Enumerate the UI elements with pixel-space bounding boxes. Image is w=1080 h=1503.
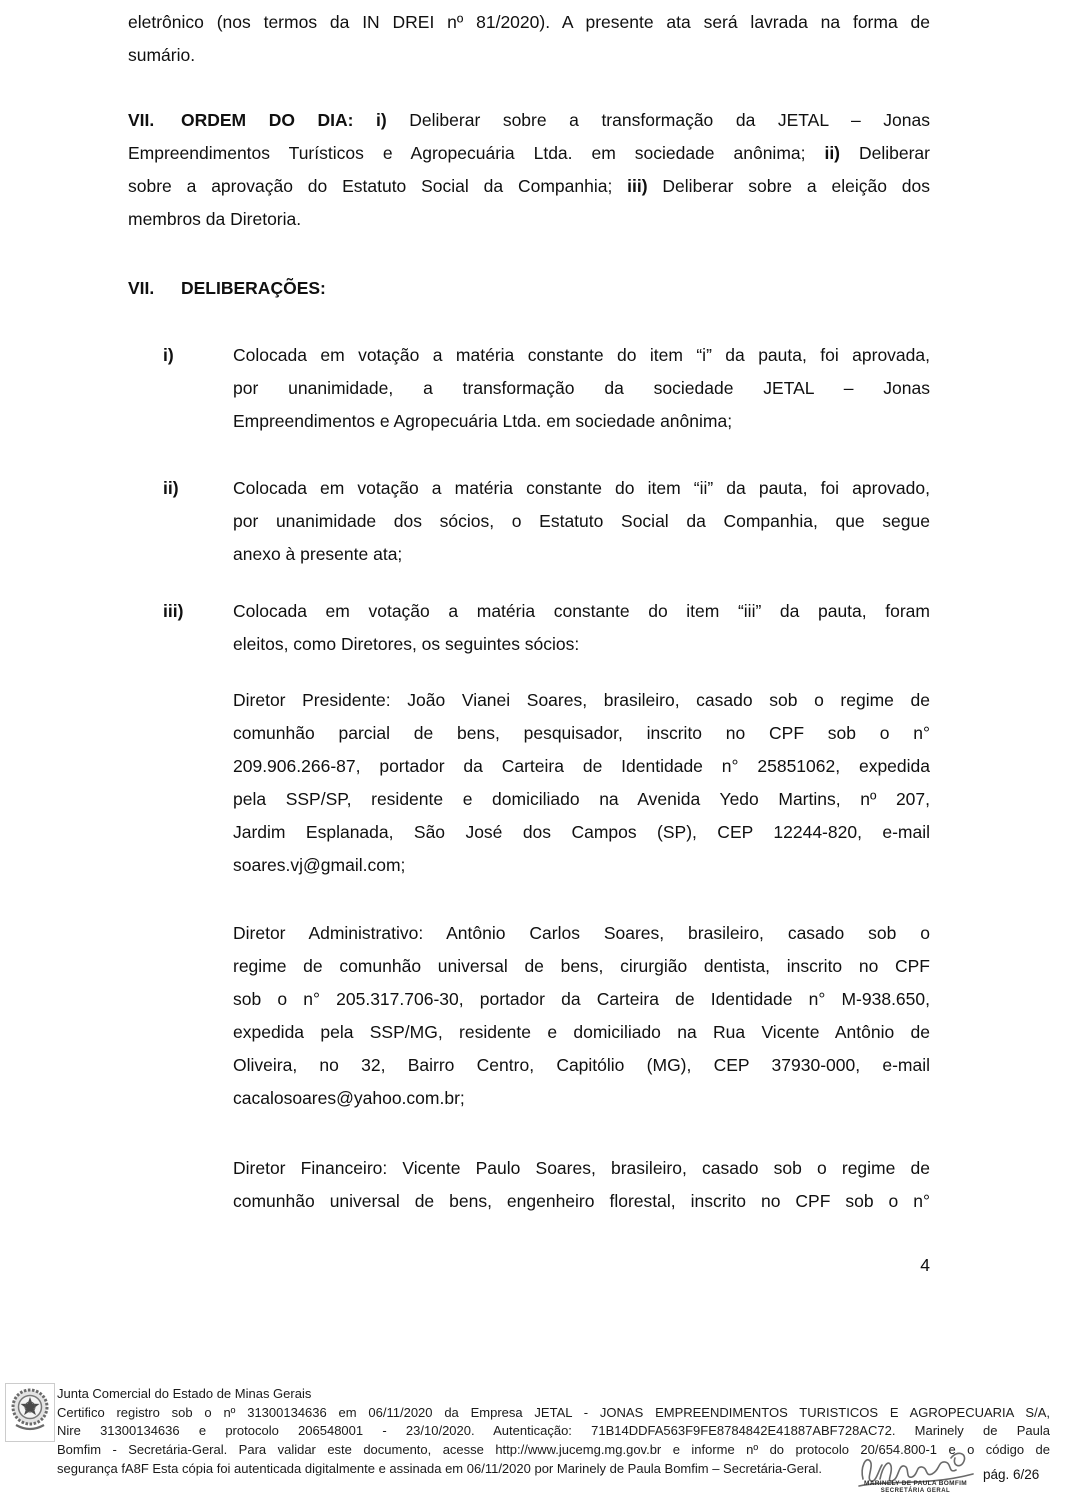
- text-line: Empreendimentos Turísticos e Agropecuária Ltda. em sociedade anônima; ii) Deliberar: [128, 143, 930, 163]
- text-line: cacalosoares@yahoo.com.br;: [233, 1088, 465, 1108]
- page-indicator: pág. 6/26: [983, 1467, 1040, 1482]
- text-line: Nire 31300134636 e protocolo 206548001 - 23/10/2020. Autenticação: 71B14DDFA563F9FE8784842E41887ABF728AC72. Marinely de Paula: [57, 1423, 1050, 1439]
- text-line: membros da Diretoria.: [128, 209, 302, 229]
- text-line: comunhão parcial de bens, pesquisador, inscrito no CPF sob o n°: [233, 723, 930, 743]
- item-text: [233, 595, 930, 661]
- text-line: sobre a aprovação do Estatuto Social da Companhia; iii) Deliberar sobre a eleição dos: [128, 176, 930, 196]
- item-label: i): [163, 345, 174, 365]
- text-line: Colocada em votação a matéria constante do item “ii” da pauta, foi aprovado,: [233, 478, 930, 498]
- item-text: [233, 339, 930, 438]
- deliberation-item-iii: [128, 595, 930, 661]
- text-line: Oliveira, no 32, Bairro Centro, Capitólio (MG), CEP 37930-000, e-mail: [233, 1055, 930, 1075]
- intro-paragraph: [128, 6, 930, 72]
- item-label: ii): [163, 478, 179, 498]
- text-line: Diretor Presidente: João Vianei Soares, brasileiro, casado sob o regime de: [233, 690, 930, 710]
- text-line: soares.vj@gmail.com;: [233, 855, 406, 875]
- text-line: sob o n° 205.317.706-30, portador da Carteira de Identidade n° M-938.650,: [233, 989, 930, 1009]
- text-line: por unanimidade dos sócios, o Estatuto Social da Companhia, que segue: [233, 511, 930, 531]
- text-line: anexo à presente ata;: [233, 544, 403, 564]
- text-line: VII. ORDEM DO DIA: i) Deliberar sobre a transformação da JETAL – Jonas: [128, 110, 930, 130]
- deliberation-item-i: [128, 339, 930, 438]
- text-line: comunhão universal de bens, engenheiro florestal, inscrito no CPF sob o n°: [233, 1191, 930, 1211]
- text-line: regime de comunhão universal de bens, cirurgião dentista, inscrito no CPF: [233, 956, 930, 976]
- text-line: 209.906.266-87, portador da Carteira de Identidade n° 25851062, expedida: [233, 756, 930, 776]
- text-line: Jardim Esplanada, São José dos Campos (SP), CEP 12244-820, e-mail: [233, 822, 930, 842]
- text-line: pela SSP/SP, residente e domiciliado na Avenida Yedo Martins, nº 207,: [233, 789, 930, 809]
- text-line: por unanimidade, a transformação da sociedade JETAL – Jonas: [233, 378, 930, 398]
- text-line: Colocada em votação a matéria constante do item “i” da pauta, foi aprovada,: [233, 345, 930, 365]
- signature-stamp: [853, 1441, 978, 1499]
- stamp-title: SECRETÁRIA GERAL: [880, 1488, 951, 1494]
- text-line: segurança fA8F Esta cópia foi autenticada digitalmente e assinada em 06/11/2020 por Marinely de Paula Bomfim – Secretária-Geral.: [57, 1460, 823, 1476]
- text-line: sumário.: [128, 45, 196, 65]
- page-number: 4: [920, 1255, 930, 1275]
- document-body: [128, 6, 930, 1282]
- director-president-paragraph: [128, 684, 930, 882]
- director-administrative-paragraph: [128, 917, 930, 1115]
- item-label: iii): [163, 601, 184, 621]
- text-line: Colocada em votação a matéria constante do item “iii” da pauta, foram: [233, 601, 930, 621]
- director-financial-paragraph: [128, 1152, 930, 1218]
- text-line: eleitos, como Diretores, os seguintes sócios:: [233, 634, 580, 654]
- text-line: expedida pela SSP/MG, residente e domiciliado na Rua Vicente Antônio de: [233, 1022, 930, 1042]
- stamp-name: MARINELY DE PAULA BOMFIM: [864, 1480, 967, 1487]
- text-line: eletrônico (nos termos da IN DREI nº 81/2020). A presente ata será lavrada na forma de: [128, 12, 930, 32]
- agenda-paragraph: [128, 104, 930, 236]
- text-line: Empreendimentos e Agropecuária Ltda. em sociedade anônima;: [233, 411, 733, 431]
- text-line: Diretor Financeiro: Vicente Paulo Soares, brasileiro, casado sob o regime de: [233, 1158, 930, 1178]
- footer-org-line: Junta Comercial do Estado de Minas Gerais: [57, 1386, 312, 1401]
- text-line: Certifico registro sob o nº 31300134636 em 06/11/2020 da Empresa JETAL - JONAS EMPREENDIMENTOS TURISTICOS E AGROPECUARIA S/A,: [57, 1404, 1050, 1420]
- text-line: VII. DELIBERAÇÕES:: [128, 278, 326, 298]
- deliberations-heading: [128, 272, 930, 305]
- item-text: [233, 472, 930, 571]
- deliberation-item-ii: [128, 472, 930, 571]
- jucemg-coat-of-arms-icon: [10, 1385, 50, 1440]
- jucemg-logo-frame: [5, 1383, 55, 1442]
- text-line: Bomfim - Secretária-Geral. Para validar este documento, acesse http://www.jucemg.mg.gov.br e informe nº do protocolo 20/654.800-1 e o código de: [57, 1441, 1050, 1457]
- text-line: Diretor Administrativo: Antônio Carlos Soares, brasileiro, casado sob o: [233, 923, 930, 943]
